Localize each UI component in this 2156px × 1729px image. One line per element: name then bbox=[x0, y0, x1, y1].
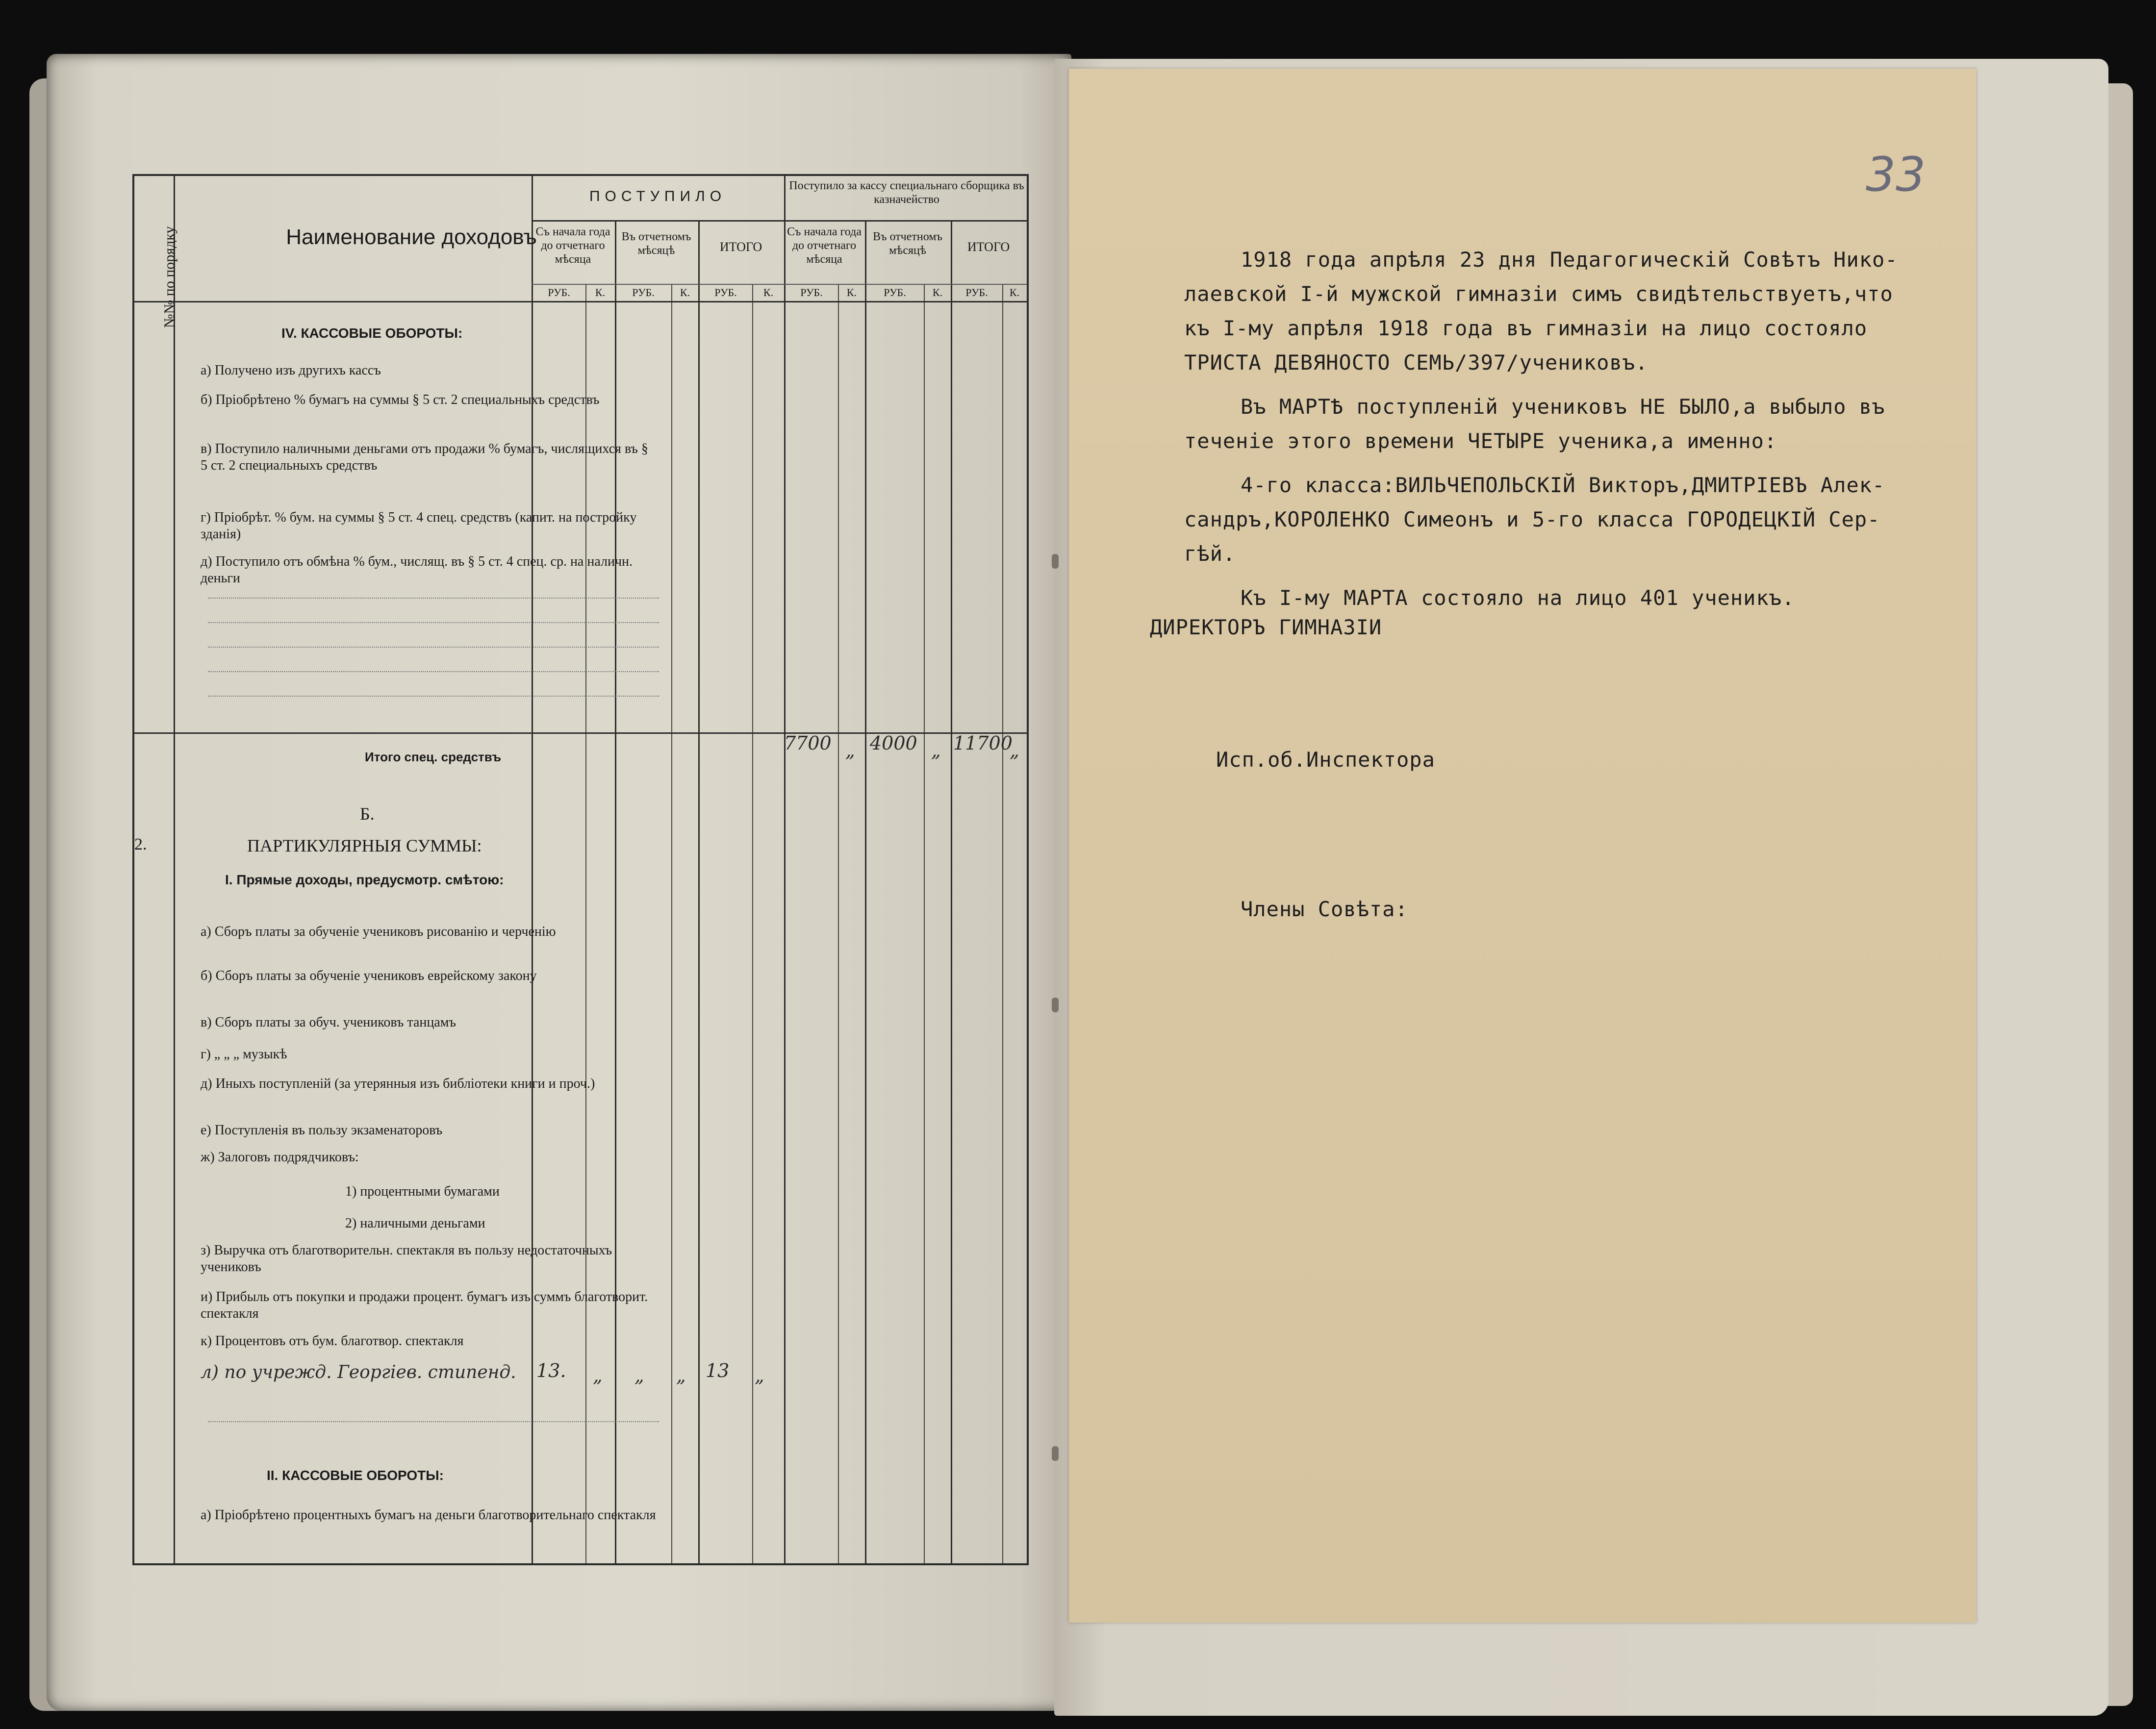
letter-line: 1918 года апрѣля 23 дня Педагогическiй Совѣтъ Нико- bbox=[1241, 248, 1898, 272]
rub-label: РУБ. bbox=[632, 286, 655, 299]
col-line bbox=[951, 220, 952, 1563]
handwritten-value: „ bbox=[634, 1365, 644, 1386]
form-row: ж) Залоговъ подрядчиковъ: bbox=[201, 1150, 359, 1165]
handwritten-value: 13 bbox=[706, 1360, 730, 1381]
section-ii-title: II. КАССОВЫЕ ОБОРОТЫ: bbox=[267, 1468, 444, 1483]
header-line bbox=[532, 220, 1027, 222]
col-line bbox=[671, 284, 672, 1563]
letter-line: гѣй. bbox=[1184, 542, 1236, 566]
name-column-header: Наименование доходовъ bbox=[286, 225, 537, 249]
rub-label: РУБ. bbox=[965, 286, 988, 299]
handwritten-value: „ bbox=[593, 1365, 603, 1386]
blank-row bbox=[208, 671, 659, 672]
col-line bbox=[865, 220, 866, 1563]
section-b-title: ПАРТИКУЛЯРНЫЯ СУММЫ: bbox=[247, 836, 482, 855]
total-special-label: Итого спец. средствъ bbox=[365, 750, 502, 764]
page-number: 33 bbox=[1866, 147, 1926, 202]
handwritten-value: 13. bbox=[536, 1360, 566, 1381]
letter-line: сандръ,КОРОЛЕНКО Симеонъ и 5-го класса ГОРОДЕЦКIЙ Сер- bbox=[1184, 507, 1880, 531]
kop-label: К. bbox=[763, 286, 774, 299]
header-line bbox=[532, 284, 1027, 285]
letter-line: Къ I-му МАРТА состояло на лицо 401 ученикъ. bbox=[1241, 586, 1795, 610]
total-value: „ bbox=[845, 740, 855, 761]
form-row: е) Поступленія въ пользу экзаменаторовъ bbox=[201, 1123, 443, 1138]
director-label: ДИРЕКТОРЪ ГИМНАЗIИ bbox=[1150, 615, 1382, 639]
blank-row bbox=[208, 647, 659, 648]
total-value: „ bbox=[931, 740, 941, 761]
rub-label: РУБ. bbox=[884, 286, 906, 299]
col-line bbox=[698, 220, 700, 1563]
total-value: 11700 bbox=[953, 732, 1013, 754]
form-row: д) Иныхъ поступленій (за утерянныя изъ библіотеки книги и проч.) bbox=[201, 1076, 595, 1091]
form-row: д) Поступило отъ обмѣна % бум., числящ. въ § 5 ст. 4 спец. ср. на наличн. деньги bbox=[201, 554, 633, 586]
blank-row bbox=[208, 598, 659, 599]
binding-hole bbox=[1052, 998, 1059, 1012]
form-row: в) Поступило наличными деньгами отъ продажи % бумагъ, числящихся въ § 5 ст. 2 специальныхъ средствъ bbox=[201, 441, 648, 473]
letter-line: лаевской I-й мужской гимназiи симъ свидѣтельствуетъ,что bbox=[1184, 282, 1893, 306]
form-row: г) „ „ „ музыкѣ bbox=[201, 1047, 287, 1062]
letter-line: ТРИСТА ДЕВЯНОСТО СЕМЬ/397/учениковъ. bbox=[1184, 351, 1649, 375]
total-header-2: ИТОГО bbox=[967, 240, 1010, 254]
total-header: ИТОГО bbox=[719, 240, 762, 254]
section-b-subtitle: I. Прямые доходы, предусмотр. смѣтою: bbox=[225, 872, 504, 887]
section-b-letter: Б. bbox=[360, 804, 375, 824]
handwritten-value: „ bbox=[755, 1365, 764, 1386]
blank-row bbox=[208, 1421, 659, 1422]
section-iv-title: IV. КАССОВЫЕ ОБОРОТЫ: bbox=[281, 326, 463, 341]
form-row: 1) процентными бумагами bbox=[345, 1184, 500, 1199]
section-b-number: 2. bbox=[134, 835, 147, 853]
form-row: и) Прибыль отъ покупки и продажи процент. бумагъ изъ суммъ благотворит. спектакля bbox=[201, 1289, 648, 1321]
total-value: 4000 bbox=[870, 732, 917, 754]
form-row: з) Выручка отъ благотворительн. спектакля въ пользу недостаточныхъ учениковъ bbox=[201, 1243, 612, 1275]
col-line bbox=[838, 284, 839, 1563]
form-row: г) Пріобрѣт. % бум. на суммы § 5 ст. 4 спец. средствъ (капит. на постройку зданія) bbox=[201, 510, 637, 542]
col-line bbox=[1002, 284, 1003, 1563]
form-row: в) Сборъ платы за обуч. учениковъ танцамъ bbox=[201, 1015, 457, 1030]
col-line bbox=[924, 284, 925, 1563]
in-month-header-2: Въ отчетномъ мѣсяцѣ bbox=[873, 230, 942, 257]
binding-hole bbox=[1052, 1446, 1059, 1461]
form-row: а) Получено изъ другихъ кассъ bbox=[201, 363, 381, 378]
col-line bbox=[532, 176, 533, 1563]
rub-label: РУБ. bbox=[714, 286, 737, 299]
ledger-form bbox=[132, 174, 1029, 1565]
form-row: а) Сборъ платы за обученіе учениковъ рисованію и черченію bbox=[201, 924, 556, 939]
rub-label: РУБ. bbox=[800, 286, 823, 299]
handwritten-row: л) по учрежд. Георгiев. стипенд. bbox=[201, 1362, 516, 1382]
received-header: ПОСТУПИЛО bbox=[589, 188, 727, 204]
form-row: к) Процентовъ отъ бум. благотвор. спектакля bbox=[201, 1333, 464, 1349]
kop-label: К. bbox=[680, 286, 690, 299]
letter-line: Въ МАРТѢ поступленiй учениковъ НЕ БЫЛО,а выбыло въ bbox=[1241, 395, 1885, 419]
col-line bbox=[174, 176, 175, 1563]
col-line bbox=[615, 220, 616, 1563]
received-special-header: Поступило за кассу специальнаго сборщика въ казначейство bbox=[789, 179, 1024, 206]
from-start-header-2: Съ начала года до отчетнаго мѣсяца bbox=[787, 226, 862, 266]
kop-label: К. bbox=[932, 286, 943, 299]
form-row: 2) наличными деньгами bbox=[345, 1216, 485, 1231]
letter-line: теченiе этого времени ЧЕТЫРЕ ученика,а именно: bbox=[1184, 429, 1777, 453]
letter-line: 4-го класса:ВИЛЬЧЕПОЛЬСКIЙ Викторъ,ДМИТРIЕВЪ Алек- bbox=[1241, 473, 1885, 497]
blank-row bbox=[208, 622, 659, 623]
number-column-header: №№ по порядку bbox=[161, 226, 178, 328]
form-row: б) Пріобрѣтено % бумагъ на суммы § 5 ст. 2 специальныхъ средствъ bbox=[201, 392, 600, 407]
form-row: б) Сборъ платы за обученіе учениковъ еврейскому закону bbox=[201, 968, 537, 983]
col-line bbox=[784, 176, 786, 1563]
rub-label: РУБ. bbox=[548, 286, 570, 299]
total-value: „ bbox=[1010, 740, 1019, 761]
handwritten-value: „ bbox=[676, 1365, 686, 1386]
council-label: Члены Совѣта: bbox=[1241, 897, 1408, 921]
total-value: 7700 bbox=[784, 732, 832, 754]
header-line bbox=[134, 301, 1027, 302]
letter-line: къ I-му апрѣля 1918 года въ гимназiи на лицо состояло bbox=[1184, 316, 1868, 340]
kop-label: К. bbox=[846, 286, 857, 299]
from-start-header: Съ начала года до отчетнаго мѣсяца bbox=[535, 226, 610, 266]
kop-label: К. bbox=[595, 286, 606, 299]
kop-label: К. bbox=[1009, 286, 1020, 299]
inspector-label: Исп.об.Инспектора bbox=[1216, 748, 1435, 772]
blank-row bbox=[208, 696, 659, 697]
in-month-header: Въ отчетномъ мѣсяцѣ bbox=[621, 230, 691, 257]
binding-hole bbox=[1052, 554, 1059, 569]
col-line bbox=[752, 284, 753, 1563]
form-row: а) Пріобрѣтено процентныхъ бумагъ на деньги благотворительнаго спектакля bbox=[201, 1507, 656, 1523]
